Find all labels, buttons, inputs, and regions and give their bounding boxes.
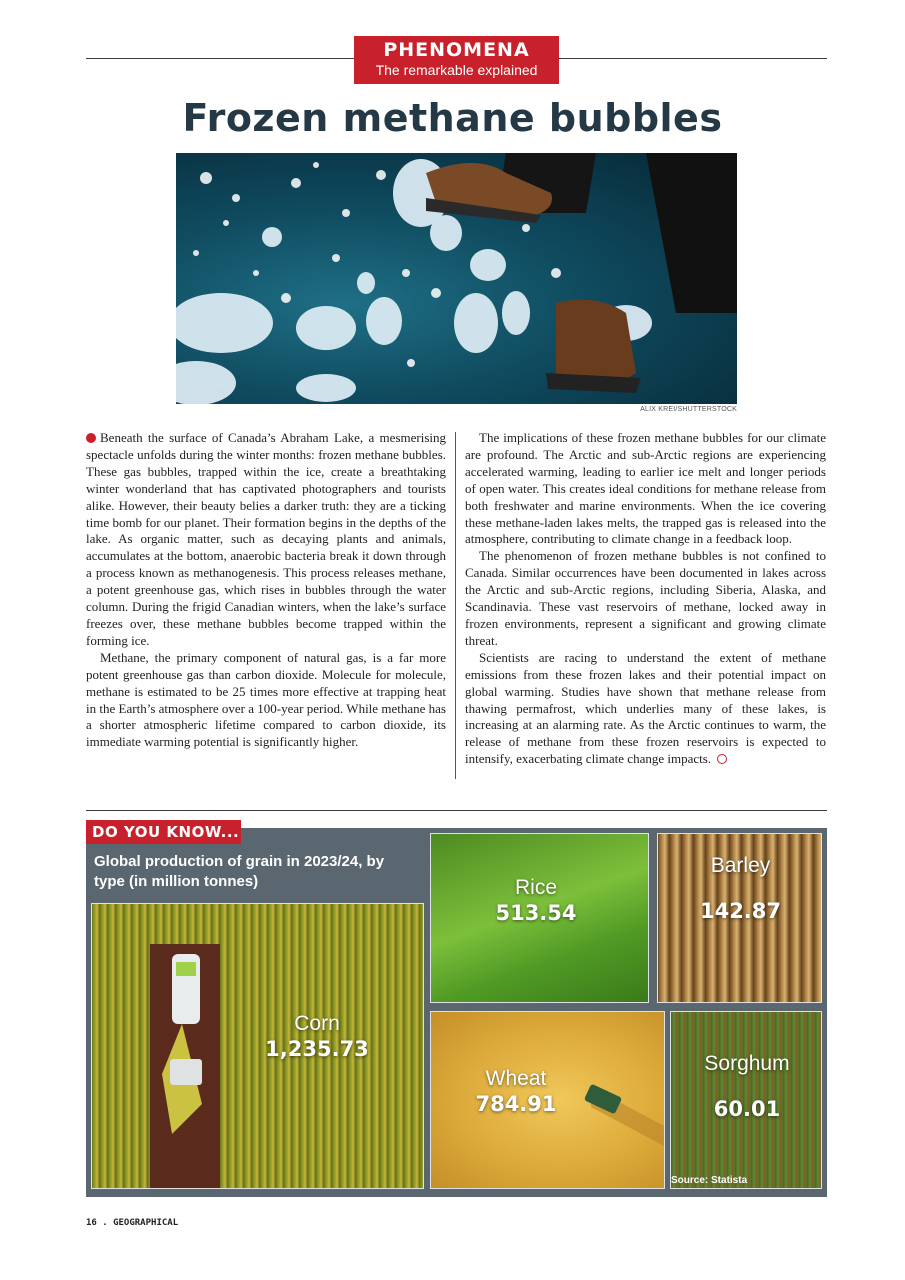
crop-value: 784.91	[475, 1092, 557, 1116]
paragraph-text: Beneath the surface of Canada’s Abraham Lake, a mesmerising spectacle unfolds during the winter months: frozen methane bubbles. These gas bubbles, trapped within the ice, create a breathtaking winter wonderland that has captivated photographers and tourists alike. However, their beauty belies a darker truth: they are a ticking time bomb for our planet. Their formation begins in the depths of the lake. As organic matter, such as decaying plants and animals, accumulates at the bottom, anaerobic bacteria break it down through a process known as methanogenesis. This process releases methane, a potent greenhouse gas, which rises in bubbles through the water column. During the frigid Canadian winters, when the lake’s surface freezes over, these methane bubbles become trapped within the forming ice.	[86, 430, 446, 648]
end-mark-icon	[717, 754, 727, 764]
page-folio: 16 . GEOGRAPHICAL	[86, 1218, 179, 1228]
crop-name: Wheat	[485, 1067, 547, 1090]
article-paragraph	[465, 650, 826, 768]
corn-label	[242, 1012, 392, 1062]
crop-name: Rice	[514, 876, 557, 899]
rice-label	[471, 876, 601, 926]
wheat-label	[461, 1067, 571, 1117]
section-name: PHENOMENA	[383, 39, 530, 61]
paragraph-text: Scientists are racing to understand the extent of methane emissions from these frozen lakes and their potential impact on global warming. Studies have shown that methane release from thawing permafrost, which underlies many of these lakes, is increasing at an alarming rate. As the Arctic continues to warm, the release of methane from these frozen reservoirs is expected to intensify, exacerbating climate change impacts.	[465, 649, 826, 767]
photo-credit: ALIX KREI/SHUTTERSTOCK	[640, 406, 737, 413]
crop-value: 142.87	[699, 899, 782, 923]
barley-label	[678, 854, 803, 924]
crop-value: 513.54	[495, 901, 577, 925]
section-subtitle: The remarkable explained	[375, 62, 538, 78]
red-bullet-icon	[86, 433, 96, 443]
rice-tile	[430, 833, 649, 1003]
crop-value: 1,235.73	[265, 1037, 369, 1061]
barley-tile	[657, 833, 822, 1003]
infographic-source: Source: Statista	[671, 1175, 748, 1186]
article-column-right	[465, 430, 826, 768]
column-divider	[455, 432, 456, 779]
section-rule	[86, 810, 827, 811]
article-paragraph	[86, 430, 446, 650]
section-tag	[354, 36, 559, 84]
article-column-left	[86, 430, 446, 751]
corn-tile	[91, 903, 424, 1189]
wheat-tile	[430, 1011, 665, 1189]
crop-name: Corn	[294, 1012, 340, 1035]
article-paragraph: Methane, the primary component of natural gas, is a far more potent greenhouse gas than carbon dioxide. Molecule for molecule, methane is estimated to be 25 times more effective at trapping heat in the Earth’s atmosphere over a 100-year period. While methane has a shorter atmospheric lifetime compared to carbon dioxide, its immediate warming potential is significantly higher.	[86, 649, 446, 750]
ice-bubbles-illustration	[176, 153, 737, 404]
sorghum-tile	[670, 1011, 822, 1189]
sorghum-label	[681, 1052, 813, 1122]
do-you-know-tag: DO YOU KNOW...	[86, 820, 241, 844]
crop-value: 60.01	[713, 1097, 781, 1121]
crop-name: Barley	[710, 854, 771, 877]
hero-photo	[176, 153, 737, 404]
crop-name: Sorghum	[704, 1052, 790, 1075]
article-paragraph: The phenomenon of frozen methane bubbles is not confined to Canada. Similar occurrences have been documented in lakes across the Arctic and sub-Arctic regions, including Siberia, Alaska, and Scandinavia. These vast reservoirs of methane, locked away in frozen environments, represent a significant and growing climate threat.	[465, 548, 826, 648]
infographic-title: Global production of grain in 2023/24, by type (in million tonnes)	[94, 853, 385, 890]
article-paragraph: The implications of these frozen methane bubbles for our climate are profound. The Arctic and sub-Arctic regions are experiencing accelerated warming, leading to earlier ice melt and longer periods of open water. This creates ideal conditions for methane release from both freshwater and marine environments. When the ice covering these methane-laden lakes melts, the trapped gas is released into the atmosphere, contributing to climate change in a feedback loop.	[465, 430, 826, 547]
headline: Frozen methane bubbles	[182, 96, 723, 140]
